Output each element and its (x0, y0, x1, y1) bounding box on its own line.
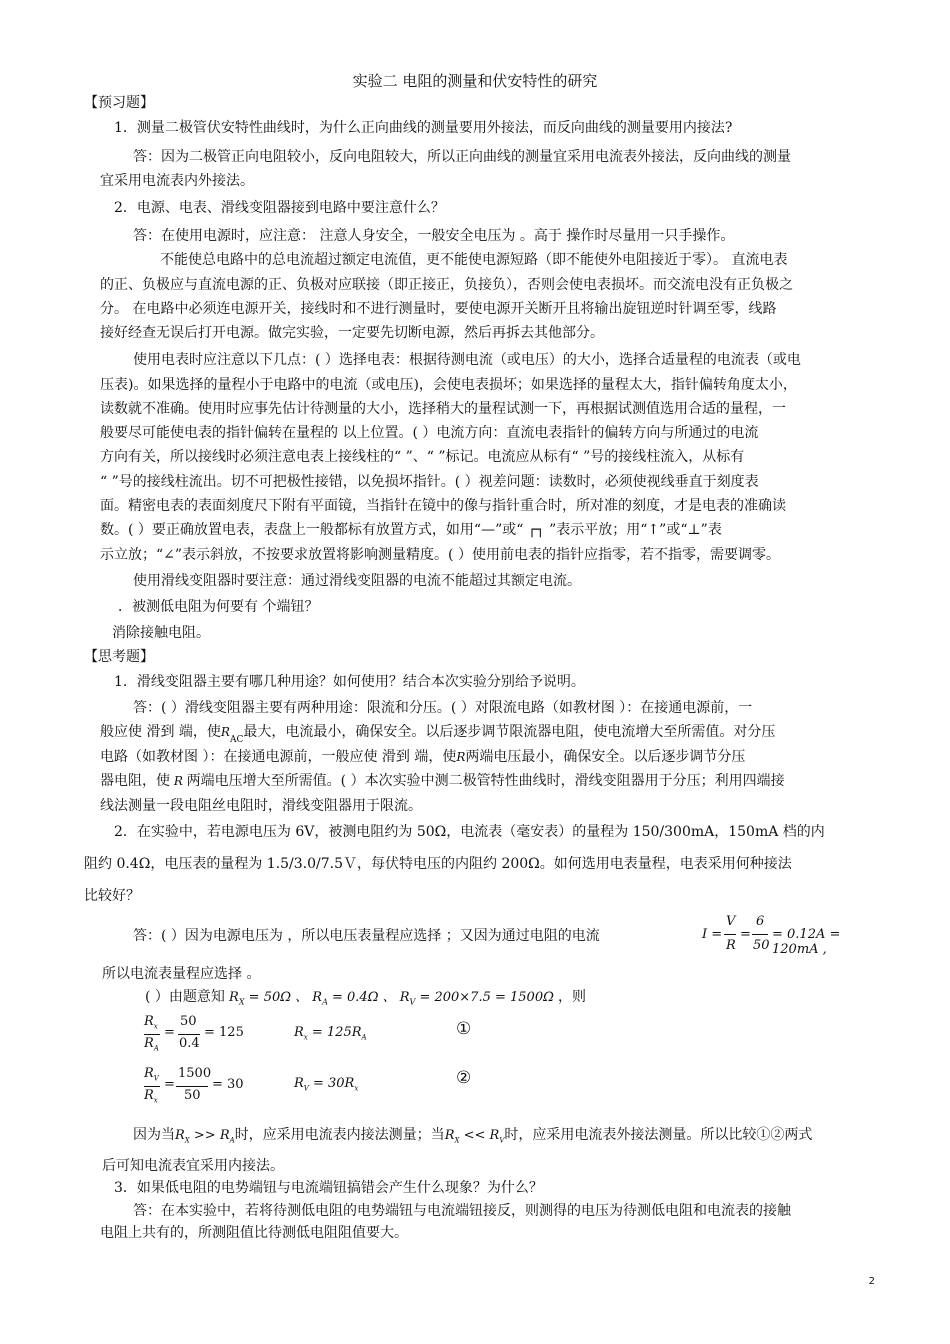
thinking-question-3: 3．如果低电阻的电势端钮与电流端钮搞错会产生什么现象？为什么？ (114, 1180, 543, 1196)
thinking-answer-1-line-5: 线法测量一段电阻丝电阻时，滑线变阻器用于限流。 (100, 798, 422, 814)
preview-answer-2-line-4: 分。 在电路中必须连电源开关，接线时和不进行测量时，要使电源开关断开且将输出旋钮逆时针调至零，线路 (100, 301, 777, 317)
equation-2-right: $R_V = 30R_x$ (294, 1076, 359, 1093)
current-formula: I = V R = 6 50 = 0.12A = 120mA , (702, 914, 841, 957)
meter-notes-line-9: 示立放；“∠”表示斜放，不按要求放置将影响测量精度。( ）使用前电表的指针应指零，若不指零，需要调零。 (100, 547, 780, 563)
thinking-answer-1-line-1: 答：( ）滑线变阻器主要有两种用途：限流和分压。( ）对限流电路（如教材图 ）：在接通电源前，一 (133, 700, 753, 716)
rheostat-note: 使用滑线变阻器时要注意：通过滑线变阻器的电流不能超过其额定电流。 (133, 573, 581, 589)
preview-answer-2-line-5: 接好经查无误后打开电源。做完实验，一定要先切断电源，然后再拆去其他部分。 (100, 325, 604, 341)
meter-notes-line-8: 数。( ）要正确放置电表，表盘上一般都标有放置方式，如用“—”或“ ┌┐ ”表示平放；用“↑”或“⊥”表 (100, 522, 722, 538)
preview-answer-1-line-2: 宜采用电流表内外接法。 (100, 173, 254, 189)
thinking-question-1: 1．滑线变阻器主要有哪几种用途？如何使用？结合本次实验分别给予说明。 (114, 674, 585, 690)
preview-answer-2-line-1: 答：在使用电源时，应注意： 注意人身安全，一般安全电压为 。高于 操作时尽量用一只手操作。 (133, 228, 735, 244)
thinking-question-2-line-1: 2．在实验中，若电源电压为 6V，被测电阻约为 50Ω，电流表（毫安表）的量程为 150/300mA，150mA 档的内 (114, 824, 825, 840)
thinking-answer-3-line-2: 电阻上共有的，所测阻值比待测低电阻阻值要大。 (100, 1225, 408, 1241)
thinking-question-2-line-2: 阻约 0.4Ω，电压表的量程为 1.5/3.0/7.5Ｖ，每伏特电压的内阻约 200Ω。如何选用电表量程，电表采用何种接法 (84, 856, 792, 872)
preview-answer-2-line-2: 不能使总电路中的总电流超过额定电流值，更不能使电源短路（即不能使外电阻接近于零）。 直流电表 (160, 252, 788, 268)
equation-2: $R_V$ $R_x$ = 1500 50 = 30 (144, 1066, 244, 1105)
preview-answer-3: 消除接触电阻。 (112, 625, 210, 641)
thinking-answer-3-line-1: 答：在本实验中，若将待测低电阻的电势端钮与电流端钮接反，则测得的电压为待测低电阻和电流表的接触 (133, 1203, 791, 1219)
preview-answer-1-line-1: 答：因为二极管正向电阻较小，反向电阻较大，所以正向曲线的测量宜采用电流表外接法，反向曲线的测量 (133, 149, 791, 165)
meter-notes-line-1: 使用电表时应注意以下几点：( ）选择电表：根据待测电流（或电压）的大小，选择合适量程的电流表（或电 (133, 352, 801, 368)
meter-notes-line-3: 读数就不准确。使用时应事先估计待测量的大小，选择稍大的量程试测一下，再根据试测值选用合适的量程，一 (100, 401, 786, 417)
thinking-answer-2-line-3: ( ）由题意知 $R_X = 50\Omega$ 、 $R_A = 0.4\Omega$ 、 $R_V = 200\times 7.5 = 1500\Omega$ ，则 (145, 989, 587, 1007)
page-number: 2 (868, 1276, 875, 1287)
equation-2-marker: ② (456, 1068, 472, 1088)
meter-notes-line-5: 方向有关，所以接线时必须注意电表上接线柱的“ ”、“ ”标记。电流应从标有“ ”号的接线柱流入，从标有 (100, 449, 745, 465)
meter-notes-line-6: “ ”号的接线柱流出。切不可把极性接错，以免损坏指针。( ）视差问题：读数时，必须使视线垂直于刻度表 (100, 474, 759, 490)
thinking-answer-1-line-3: 电路（如教材图 ）：在接通电源前，一般应使 滑到 端，使R两端电压最小，确保安全。以后逐步调节分压 (100, 749, 746, 765)
meter-notes-line-4: 般要尽可能使电表的指针偏转在量程的 以上位置。( ）电流方向：直流电表指针的偏转方向与所通过的电流 (100, 425, 759, 441)
preview-question-2: 2．电源、电表、滑线变阻器接到电路中要注意什么？ (114, 200, 445, 216)
equation-1-right: $R_x = 125R_A$ (294, 1025, 367, 1042)
thinking-answer-2-line-2: 所以电流表量程应选择 。 (102, 966, 261, 982)
preview-question-3: ．被测低电阻为何要有 个端钮？ (118, 599, 319, 615)
page-title: 实验二 电阻的测量和伏安特性的研究 (352, 72, 598, 90)
thinking-question-2-line-3: 比较好？ (84, 888, 140, 904)
equation-1-marker: ① (456, 1019, 472, 1039)
section-header-preview: 【预习题】 (84, 95, 154, 111)
thinking-answer-1-line-4: 器电阻，使 R 两端电压增大至所需值。( ）本次实验中测二极管特性曲线时，滑线变阻器用于分压；利用四端接 (100, 773, 785, 789)
thinking-answer-2-line-5: 后可知电流表宜采用内接法。 (102, 1158, 284, 1174)
section-header-thinking: 【思考题】 (84, 649, 154, 665)
meter-notes-line-7: 面。精密电表的表面刻度尺下附有平面镜，当指针在镜中的像与指针重合时，所对准的刻度，才是电表的准确读 (100, 498, 786, 514)
meter-notes-line-2: 压表)。如果选择的量程小于电路中的电流（或电压)，会使电表损坏；如果选择的量程太大，指针偏转角度太小， (100, 377, 797, 393)
preview-question-1: 1．测量二极管伏安特性曲线时，为什么正向曲线的测量要用外接法，而反向曲线的测量要用内接法? (114, 120, 733, 136)
thinking-answer-2-line-1: 答：( ）因为电源电压为 ，所以电压表量程应选择 ；又因为通过电阻的电流 (133, 928, 600, 944)
thinking-answer-2-line-4: 因为当$R_X >> R_A$时，应采用电流表内接法测量；当$R_X << R_V$时，应采用电流表外接法测量。所以比较①②两式 (133, 1127, 813, 1145)
preview-answer-2-line-3: 的正、负极应与直流电源的正、负极对应联接（即正接正，负接负），否则会使电表损坏。而交流电没有正负极之 (100, 277, 793, 293)
equation-1: $R_x$ $R_A$ = 50 0.4 = 125 (144, 1014, 244, 1053)
thinking-answer-1-line-2: 般应使 滑到 端，使$R_{AC}$最大，电流最小，确保安全。以后逐步调节限流器电阻，使电流增大至所需值。对分压 (100, 724, 776, 745)
